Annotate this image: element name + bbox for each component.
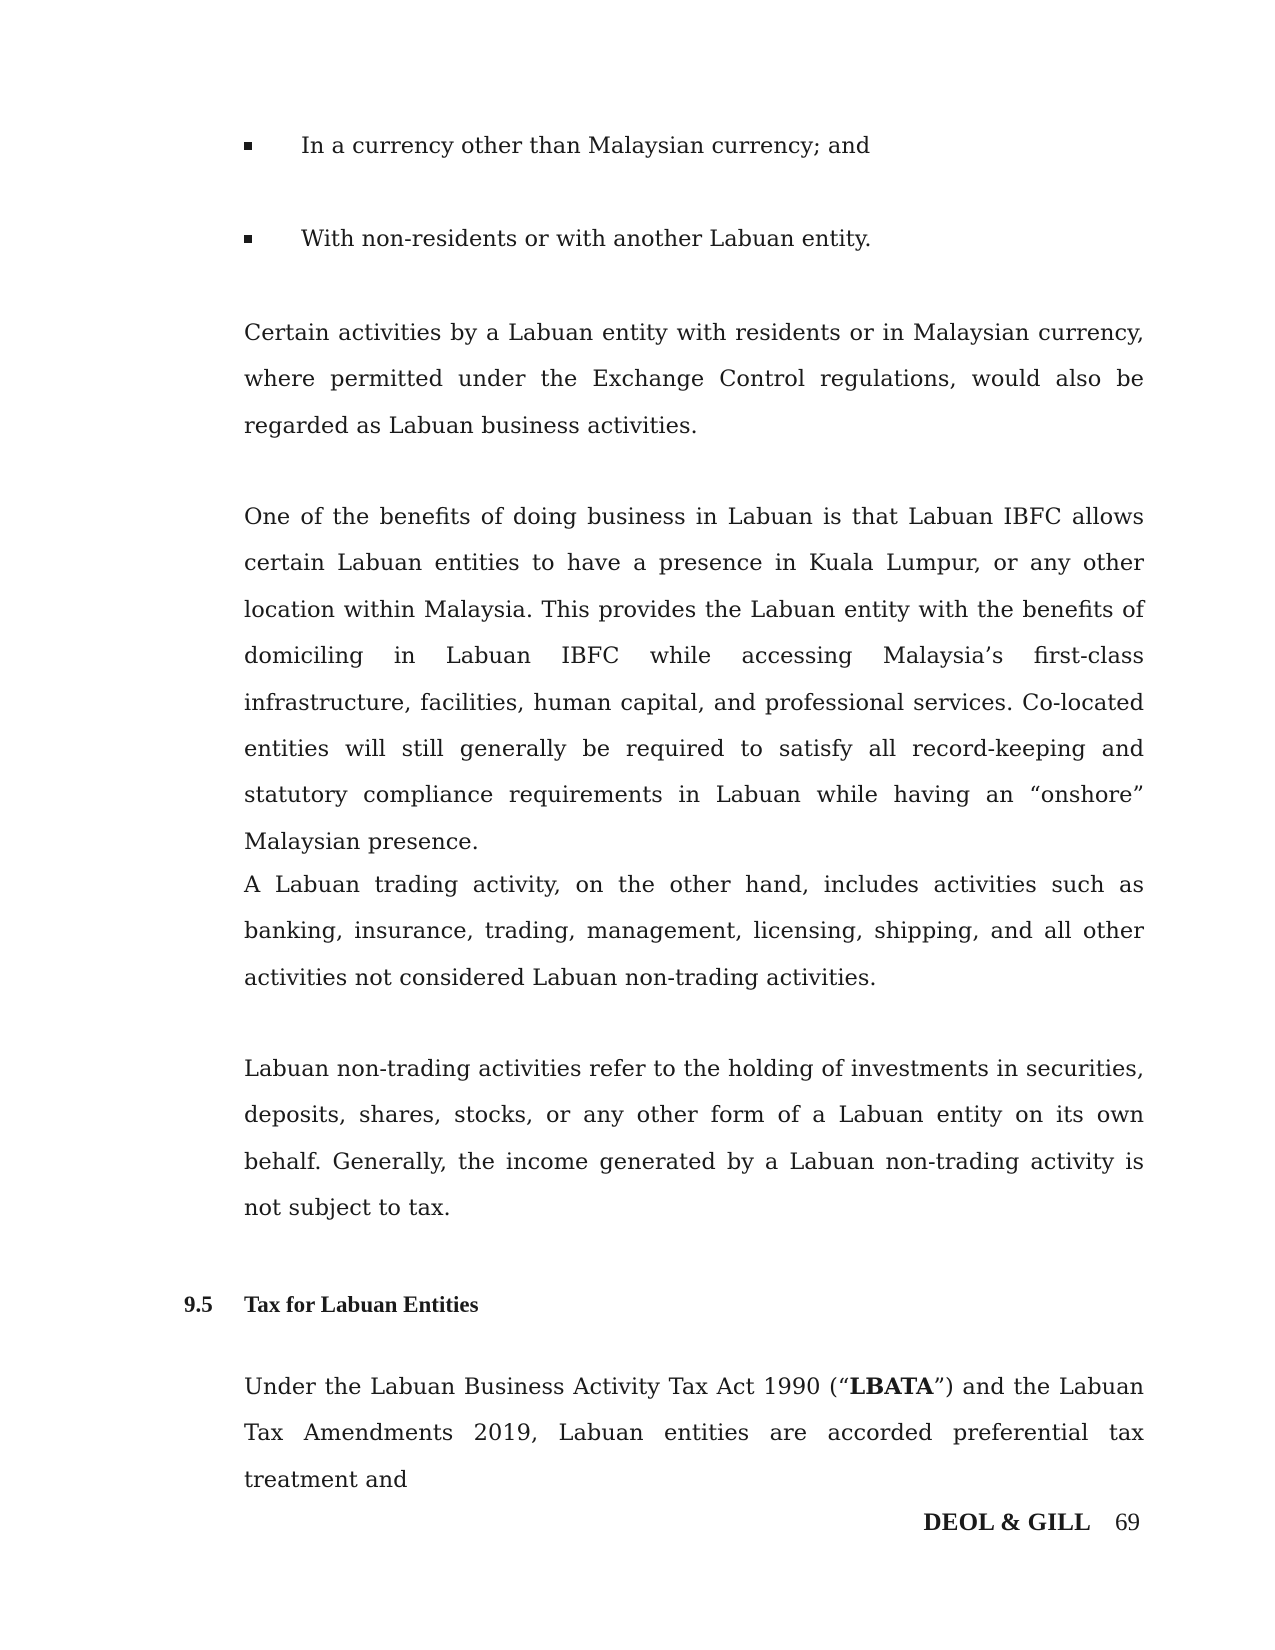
paragraph-trading-activity: A Labuan trading activity, on the other hand, includes activities such as banking, insurance, trading, management, licensing, shipping, and all other activities not considered Labuan non-trading activities. — [244, 872, 1144, 991]
lbata-text-after: ”) and the Labuan Tax Amendments 2019, Labuan entities are accorded preferential tax treatment and — [244, 1374, 1144, 1493]
paragraph-lbata-intro — [244, 1364, 1144, 1503]
lbata-abbreviation: LBATA — [849, 1374, 934, 1400]
paragraph-co-location-benefits: One of the benefits of doing business in Labuan is that Labuan IBFC allows certain Labuan entities to have a presence in Kuala Lumpur, or any other location within Malaysia. This provides the Labuan entity with the benefits of domiciling in Labuan IBFC while accessing Malaysia’s first-class infrastructure, facilities, human capital, and professional services. Co-located entities will still generally be required to satisfy all record-keeping and statutory compliance requirements in Labuan while having an “onshore” Malaysian presence. — [244, 504, 1144, 855]
paragraph-non-trading-activities: Labuan non-trading activities refer to the holding of investments in securities, deposits, shares, stocks, or any other form of a Labuan entity on its own behalf. Generally, the income generated by a Labuan non-trading activity is not subject to tax. — [244, 1056, 1144, 1222]
paragraph-labuan-business-activities: Certain activities by a Labuan entity with residents or in Malaysian currency, where permitted under the Exchange Control regulations, would also be regarded as Labuan business activities. — [244, 320, 1144, 439]
bullet-text: In a currency other than Malaysian currency; and — [301, 133, 871, 159]
square-bullet-icon — [244, 235, 252, 243]
section-title: Tax for Labuan Entities — [244, 1292, 479, 1317]
square-bullet-icon — [244, 142, 252, 150]
page-number: 69 — [1115, 1509, 1140, 1536]
lbata-text-before: Under the Labuan Business Activity Tax Act 1990 (“ — [244, 1374, 850, 1400]
footer-brand: DEOL & GILL — [923, 1509, 1091, 1536]
page-footer — [923, 1508, 1140, 1538]
section-number: 9.5 — [184, 1292, 213, 1317]
bullet-text: With non-residents or with another Labuan entity. — [301, 226, 872, 252]
